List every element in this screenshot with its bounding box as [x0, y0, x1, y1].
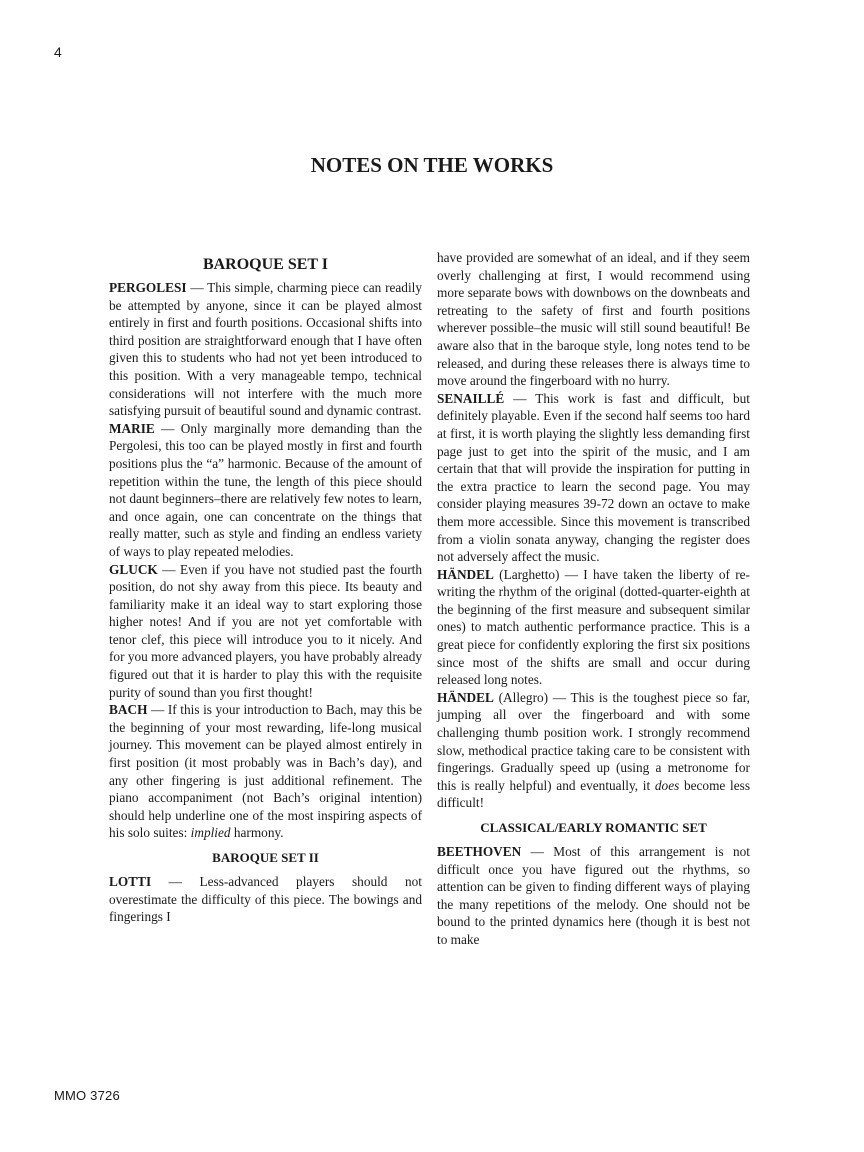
section-heading-baroque-set-2: BAROQUE SET II: [212, 850, 319, 865]
composer-name: LOTTI: [109, 874, 152, 889]
paragraph-text: — Most of this arrangement is not difficult once you have figured out the rhythms, so attention can be given to finding different ways of playing the many repetitions of the melody. One should not be bound to the printed dynamics here (though it is best not to make: [437, 844, 750, 947]
paragraph-text: — Less-advanced players should not overestimate the difficulty of this piece. The bowings and fingerings I: [109, 874, 422, 925]
paragraph-text: — If this is your introduction to Bach, may this be the beginning of your most rewarding, life-long musical journey. This movement can be played almost entirely in first position (it most probably was in Bach’s day), and any other fingering is just additional refinement. The piano accompaniment (not Bach’s original intention) should help underline one of the most inspiring aspects of his solo suites:: [109, 702, 422, 841]
paragraph-text: — This work is fast and difficult, but definitely playable. Even if the second half seems too hard at first, it is worth playing the slightly less demanding first page just to get into the spirit of the music, and I am certain that that will provide the inspiration for putting in the extra practice to learn the second page. You may consider playing measures 39-72 down an octave to make them more accessible. Since this movement is transcribed from a violin sonata anyway, changing the register does not adversely affect the music.: [437, 390, 750, 565]
section-heading-baroque-set-1: BAROQUE SET I: [202, 256, 329, 273]
paragraph-text: (Larghetto) — I have taken the liberty of re-writing the rhythm of the original (dotted-quarter-eighth at the beginning of the first measure and subsequent similar ones) to match authentic performance practice. This is a great piece for confidently exploring the first six positions since most of the shifts are small and occur during released long notes.: [437, 566, 750, 688]
paragraph-lotti: [109, 873, 422, 926]
page-number: 4: [54, 44, 62, 60]
section-heading-classical: CLASSICAL/EARLY ROMANTIC SET: [480, 820, 707, 835]
paragraph-gluck: [109, 561, 422, 702]
paragraph-pergolesi: [109, 279, 422, 420]
paragraph-senaille: [437, 390, 750, 566]
paragraph-text: — Even if you have not studied past the fourth position, do not shy away from this piece. Its beauty and familiarity make it an ideal way to start exploring those higher notes! And if you are not yet comfortable with tenor clef, this piece will introduce you to it nicely. And for you more advanced players, you have probably already figured out that it is harder to play this with the requisite purity of sound than you first thought!: [109, 561, 422, 700]
emphasis-text: does: [654, 777, 680, 793]
paragraph-bach: [109, 701, 422, 842]
right-column: [437, 249, 750, 949]
paragraph-text: — This simple, charming piece can readily be attempted by anyone, since it can be played almost entirely in first and fourth positions. Occasional shifts into third position are straightforward enough that I have often given this to students who had not yet been introduced to this position. With a very manageable tempo, technical considerations will not interfere with the much more satisfying pursuit of beautiful sound and dynamic contrast.: [109, 280, 422, 419]
composer-name: HÄNDEL: [437, 689, 494, 705]
paragraph-handel-larghetto: [437, 566, 750, 689]
paragraph-marie: [109, 420, 422, 561]
paragraph-text-end: harmony.: [230, 825, 284, 841]
paragraph-text: — Only marginally more demanding than the Pergolesi, this too can be played mostly in first and fourth positions plus the “a” harmonic. Because of the amount of repetition within the tune, the length of this piece should not daunt beginners–there are relatively few notes to learn, and once again, one can concentrate on the things that really matter, such as style and finding an endless variety of ways to play repeated melodies.: [109, 420, 422, 559]
composer-name: SENAILLÉ: [437, 390, 505, 406]
paragraph-handel-allegro: [437, 689, 750, 812]
emphasis-text: implied: [190, 825, 231, 841]
composer-name: HÄNDEL: [437, 566, 494, 582]
composer-name: PERGOLESI: [109, 280, 187, 295]
composer-name: MARIE: [109, 420, 155, 436]
paragraph-lotti-continued: have provided are somewhat of an ideal, and if they seem overly challenging at first, I would recommend using more separate bows with downbows on the downbeats and retreating to the safety of first and fourth positions wherever possible–the music will still sound beautiful! Be aware also that in the baroque style, long notes tend to be released, and during these releases there is always time to move around the fingerboard with no hurry.: [437, 250, 750, 389]
paragraph-beethoven: [437, 843, 750, 949]
page-title: NOTES ON THE WORKS: [310, 153, 554, 177]
left-column: [109, 250, 422, 926]
composer-name: BACH: [109, 702, 148, 718]
paragraph-text: (Allegro) — This is the toughest piece so far, jumping all over the fingerboard and with some challenging thumb position work. I strongly recommend slow, methodical practice taking care to be consistent with fingerings. Gradually speed up (using a metronome for this is really helpful) and eventually, it: [437, 689, 750, 793]
composer-name: GLUCK: [109, 561, 158, 577]
paragraph-text-end: become less difficult!: [437, 777, 750, 811]
composer-name: BEETHOVEN: [437, 844, 522, 859]
footer-catalog-number: MMO 3726: [54, 1088, 120, 1103]
